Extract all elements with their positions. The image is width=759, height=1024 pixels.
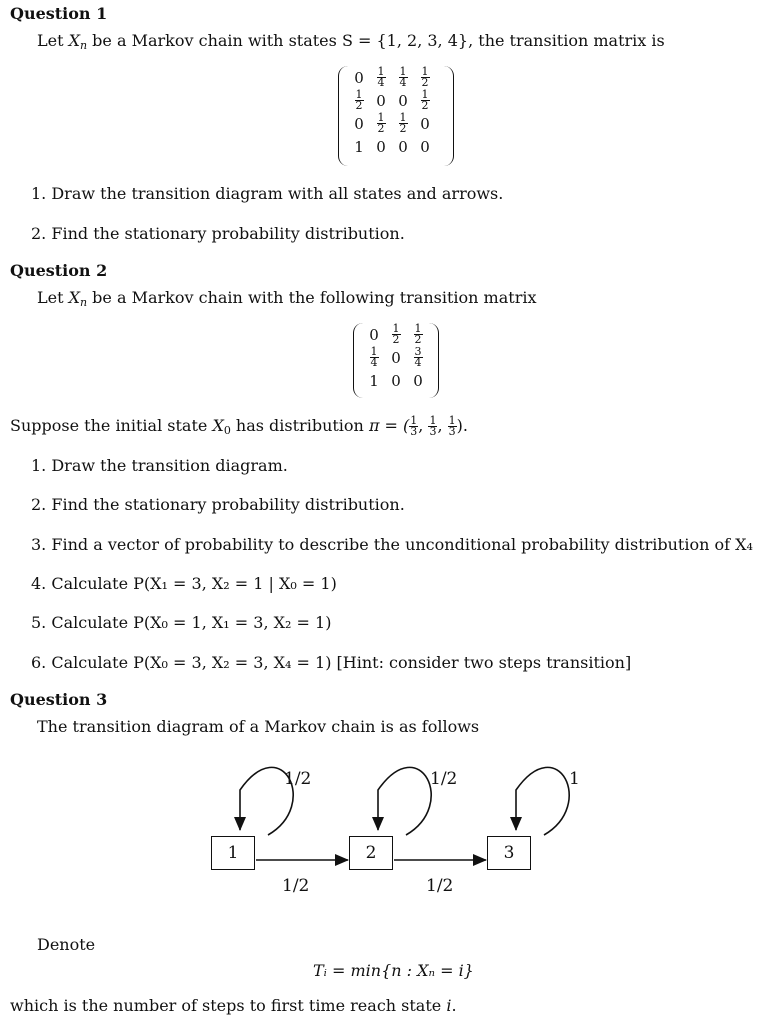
- q3-title: Question 3: [10, 690, 108, 709]
- q2-matrix-cell: 0: [413, 371, 423, 390]
- q1-title: Question 1: [10, 4, 108, 23]
- q1-intro-post: , the transition matrix is: [468, 31, 665, 50]
- q1-matrix-row: [348, 89, 436, 112]
- q1-matrix-cell: $\frac{1}{2}$: [421, 88, 429, 112]
- q2-matrix-cell: 0: [391, 371, 401, 390]
- q1-matrix-cell: $\frac{1}{2}$: [377, 111, 385, 135]
- q2-matrix-cell: 1: [369, 371, 379, 390]
- q2-initial-mid: has distribution: [230, 416, 369, 435]
- state-node-1: 1: [211, 836, 255, 870]
- q2-matrix-cell: 0: [369, 325, 379, 344]
- q3-closing-pre: which is the number of steps to first time reach state: [10, 996, 447, 1015]
- q2-initial-distribution: Suppose the initial state $X_0$ has distribution π = ( $\frac{1}{3}$ , $\frac{1}{3}$ , $\frac{1}{3}$ ).: [10, 414, 468, 438]
- q2-item-5: 5. Calculate P(X₀ = 1, X₁ = 3, X₂ = 1): [31, 613, 332, 632]
- q2-intro-pre: Let: [37, 288, 69, 307]
- q1-matrix-cell: $\frac{1}{2}$: [421, 65, 429, 89]
- q3-intro: The transition diagram of a Markov chain is as follows: [37, 717, 480, 736]
- q2-matrix-cell: $\frac{1}{4}$: [370, 345, 378, 369]
- state-node-2: 2: [349, 836, 393, 870]
- edge-label-1-2: 1/2: [282, 876, 310, 896]
- q2-matrix-row: [363, 369, 429, 392]
- q1-matrix-cell: 0: [376, 137, 386, 156]
- loop-label-3: 1: [569, 769, 580, 789]
- q2-initial-fracs: $\frac{1}{3}$ , $\frac{1}{3}$ , $\frac{1}{3}$: [410, 414, 456, 438]
- q1-matrix-cell: 0: [420, 114, 430, 133]
- q1-intro-set: S = {1, 2, 3, 4}: [341, 31, 469, 50]
- q1-matrix-cell: $\frac{1}{2}$: [399, 111, 407, 135]
- q3-closing: [10, 996, 457, 1015]
- loop-arrow-2: [378, 767, 431, 835]
- q1-matrix-cell: 0: [354, 114, 364, 133]
- q1-item-2: 2. Find the stationary probability distribution.: [31, 224, 405, 243]
- q2-intro-post: be a Markov chain with the following transition matrix: [87, 288, 537, 307]
- state-node-3: 3: [487, 836, 531, 870]
- q1-matrix-cell: $\frac{1}{4}$: [399, 65, 407, 89]
- q3-denote: Denote: [37, 935, 96, 954]
- q2-item-3: 3. Find a vector of probability to describe the unconditional probability distribution of X₄: [31, 535, 753, 554]
- q2-intro: Let Xn be a Markov chain with the following transition matrix: [37, 288, 537, 309]
- q2-matrix-row: [363, 323, 429, 346]
- q1-matrix-cell: 0: [420, 137, 430, 156]
- q1-matrix-cell: 0: [398, 137, 408, 156]
- q2-item-2: 2. Find the stationary probability distribution.: [31, 495, 405, 514]
- q3-formula: Tᵢ = min{n : Xₙ = i}: [313, 961, 474, 980]
- q1-item-1: 1. Draw the transition diagram with all states and arrows.: [31, 184, 504, 203]
- q1-matrix-cell: 1: [354, 137, 364, 156]
- q3-closing-var: i: [446, 996, 452, 1015]
- loop-arrow-3: [516, 767, 569, 835]
- q2-matrix-cell: 0: [391, 348, 401, 367]
- q1-intro: Let Xn be a Markov chain with states S = {1, 2, 3, 4}, the transition matrix is: [37, 31, 665, 52]
- q1-matrix-cell: $\frac{1}{2}$: [355, 88, 363, 112]
- q3-closing-end: .: [451, 996, 457, 1015]
- q1-intro-mid: be a Markov chain with states: [87, 31, 342, 50]
- q2-matrix-cell: $\frac{1}{2}$: [414, 322, 422, 346]
- q2-matrix-cell: $\frac{3}{4}$: [414, 345, 422, 369]
- q2-initial-end: ).: [456, 416, 468, 435]
- q2-item-1: 1. Draw the transition diagram.: [31, 456, 288, 475]
- q1-matrix-cell: 0: [398, 91, 408, 110]
- q2-initial-pre: Suppose the initial state: [10, 416, 213, 435]
- loop-label-2: 1/2: [430, 769, 458, 789]
- q2-title: Question 2: [10, 261, 108, 280]
- q1-transition-matrix: [338, 66, 454, 166]
- q1-matrix-row: [348, 66, 436, 89]
- q2-initial-pi: π = (: [368, 416, 410, 435]
- q1-matrix-cell: 0: [354, 68, 364, 87]
- edge-label-2-3: 1/2: [426, 876, 454, 896]
- q1-matrix-row: [348, 112, 436, 135]
- q1-intro-pre: Let: [37, 31, 69, 50]
- q2-matrix-row: [363, 346, 429, 369]
- q1-matrix-cell: 0: [376, 91, 386, 110]
- q3-transition-diagram: [0, 750, 759, 910]
- q1-matrix-cell: $\frac{1}{4}$: [377, 65, 385, 89]
- q2-transition-matrix: [353, 323, 439, 398]
- q2-item-4: 4. Calculate P(X₁ = 3, X₂ = 1 | X₀ = 1): [31, 574, 337, 593]
- loop-label-1: 1/2: [284, 769, 312, 789]
- q2-item-6: 6. Calculate P(X₀ = 3, X₂ = 3, X₄ = 1) [Hint: consider two steps transition]: [31, 653, 632, 672]
- q1-matrix-row: [348, 135, 436, 158]
- q2-matrix-cell: $\frac{1}{2}$: [392, 322, 400, 346]
